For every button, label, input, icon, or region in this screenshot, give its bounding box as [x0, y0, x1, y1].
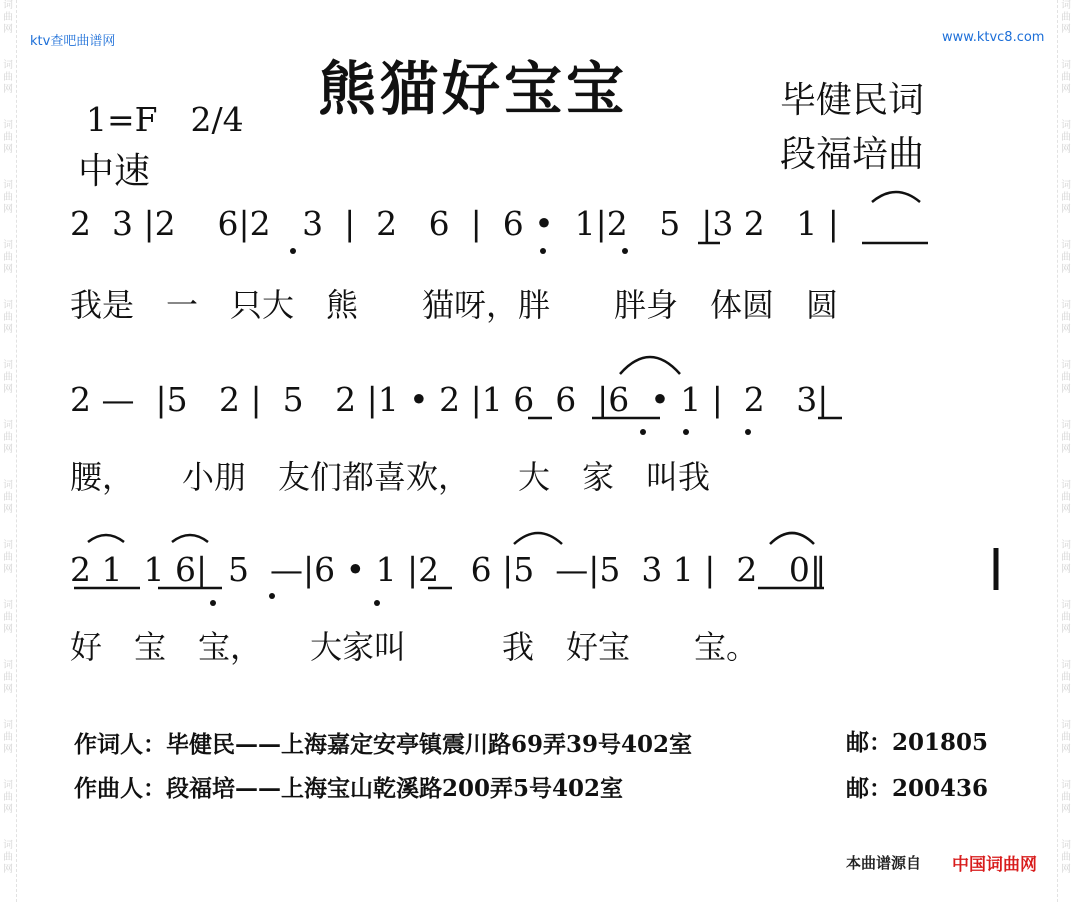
watermark-glyph-group: [3, 780, 13, 816]
watermark-glyph: 词: [1061, 360, 1071, 371]
watermark-glyph-group: [3, 0, 13, 36]
watermark-glyph: 曲: [1061, 192, 1071, 203]
watermark-glyph: 词: [1061, 540, 1071, 551]
watermark-glyph: 曲: [1061, 612, 1071, 623]
watermark-glyph: 词: [3, 480, 13, 491]
watermark-glyph: 网: [1061, 444, 1071, 455]
watermark-glyph: 曲: [1061, 72, 1071, 83]
watermark-glyph: 曲: [3, 12, 13, 23]
watermark-glyph-group: [1061, 840, 1071, 876]
watermark-glyph: 网: [3, 264, 13, 275]
watermark-glyph-group: [3, 120, 13, 156]
slur-mark: [620, 357, 680, 374]
watermark-glyph: 网: [3, 804, 13, 815]
watermark-glyph-group: [3, 480, 13, 516]
score-line-2-notes: 2 — |5 2 | 5 2 |1 • 2 |1 6 6 |6 • 1 | 2 3|: [70, 380, 829, 419]
watermark-glyph: 词: [3, 240, 13, 251]
watermark-glyph-group: [1061, 780, 1071, 816]
lyricist-contact: 作词人：毕健民——上海嘉定安亭镇震川路69弄39号402室: [74, 731, 693, 758]
watermark-glyph: 曲: [3, 432, 13, 443]
watermark-glyph: 网: [3, 324, 13, 335]
slur-mark: [514, 533, 562, 544]
watermark-glyph: 网: [1061, 564, 1071, 575]
watermark-glyph: 曲: [3, 672, 13, 683]
watermark-glyph-group: [1061, 240, 1071, 276]
score-line-2-lyrics: 腰， 小朋 友们都喜欢， 大 家 叫我: [70, 458, 711, 496]
watermark-glyph: 词: [3, 660, 13, 671]
watermark-glyph-group: [3, 540, 13, 576]
lyricist-credit: 毕健民词: [780, 80, 925, 121]
octave-dot: [269, 593, 275, 599]
watermark-glyph-group: [3, 300, 13, 336]
key-signature: 1=F 2/4: [86, 100, 244, 139]
watermark-glyph: 词: [3, 840, 13, 851]
octave-dot: [745, 429, 751, 435]
watermark-glyph-group: [1061, 660, 1071, 696]
octave-dot: [540, 248, 546, 254]
watermark-glyph: 曲: [1061, 492, 1071, 503]
watermark-glyph: 曲: [1061, 552, 1071, 563]
site-watermark-left[interactable]: ktv查吧曲谱网: [30, 34, 116, 49]
octave-dot: [683, 429, 689, 435]
slur-mark: [88, 535, 124, 542]
watermark-glyph: 词: [1061, 600, 1071, 611]
watermark-glyph: 词: [3, 540, 13, 551]
watermark-glyph: 网: [3, 624, 13, 635]
watermark-glyph: 网: [1061, 24, 1071, 35]
watermark-glyph: 网: [3, 744, 13, 755]
watermark-glyph: 网: [1061, 144, 1071, 155]
watermark-glyph: 曲: [3, 852, 13, 863]
watermark-glyph: 词: [3, 720, 13, 731]
song-title: 熊猫好宝宝: [318, 55, 629, 123]
watermark-glyph: 曲: [3, 492, 13, 503]
watermark-glyph-group: [1061, 360, 1071, 396]
score-line-1-lyrics: 我是 一 只大 熊 猫呀，胖 胖身 体圆 圆: [70, 286, 839, 324]
watermark-glyph: 曲: [3, 252, 13, 263]
watermark-glyph: 词: [3, 60, 13, 71]
watermark-glyph: 词: [3, 780, 13, 791]
watermark-glyph: 词: [1061, 240, 1071, 251]
slur-mark: [770, 533, 814, 544]
watermark-glyph: 曲: [1061, 432, 1071, 443]
watermark-glyph: 网: [1061, 324, 1071, 335]
watermark-glyph: 曲: [1061, 252, 1071, 263]
composer-contact: 作曲人：段福培——上海宝山乾溪路200弄5号402室: [74, 775, 624, 802]
watermark-glyph-group: [3, 180, 13, 216]
watermark-glyph: 网: [1061, 84, 1071, 95]
watermark-glyph-group: [3, 360, 13, 396]
watermark-glyph: 词: [1061, 720, 1071, 731]
watermark-glyph-group: [1061, 120, 1071, 156]
watermark-glyph: 曲: [3, 732, 13, 743]
slur-mark: [872, 192, 920, 202]
watermark-glyph-group: [3, 420, 13, 456]
watermark-glyph-group: [3, 660, 13, 696]
octave-dot: [374, 600, 380, 606]
watermark-glyph: 词: [1061, 180, 1071, 191]
watermark-glyph: 词: [1061, 840, 1071, 851]
tempo-marking: 中速: [78, 151, 151, 192]
watermark-glyph: 词: [3, 360, 13, 371]
watermark-glyph-group: [1061, 0, 1071, 36]
watermark-glyph-group: [1061, 480, 1071, 516]
watermark-glyph-group: [1061, 300, 1071, 336]
watermark-glyph: 词: [3, 300, 13, 311]
source-site-link[interactable]: 中国词曲网: [952, 855, 1037, 875]
watermark-glyph: 曲: [1061, 792, 1071, 803]
watermark-glyph: 网: [3, 384, 13, 395]
watermark-glyph-group: [1061, 60, 1071, 96]
watermark-glyph: 曲: [1061, 372, 1071, 383]
left-watermark-column: [0, 0, 17, 902]
watermark-glyph: 曲: [3, 132, 13, 143]
watermark-glyph: 网: [1061, 264, 1071, 275]
watermark-glyph: 曲: [3, 312, 13, 323]
watermark-glyph: 曲: [1061, 312, 1071, 323]
watermark-glyph: 网: [3, 204, 13, 215]
watermark-glyph: 网: [1061, 864, 1071, 875]
watermark-glyph-group: [3, 600, 13, 636]
watermark-glyph-group: [3, 240, 13, 276]
octave-dot: [210, 600, 216, 606]
watermark-glyph-group: [1061, 720, 1071, 756]
watermark-glyph: 词: [3, 420, 13, 431]
watermark-glyph: 网: [3, 84, 13, 95]
watermark-glyph: 曲: [3, 372, 13, 383]
watermark-glyph: 词: [1061, 120, 1071, 131]
score-line-3-lyrics: 好 宝 宝， 大家叫 我 好宝 宝。: [70, 628, 759, 666]
score-line-1-notes: 2 3 |2 6|2 3 | 2 6 | 6 • 1|2 5 |3 2 1 |: [70, 204, 839, 243]
watermark-glyph: 词: [1061, 480, 1071, 491]
watermark-glyph: 词: [3, 600, 13, 611]
watermark-glyph: 网: [1061, 384, 1071, 395]
watermark-glyph-group: [1061, 600, 1071, 636]
watermark-glyph: 曲: [3, 792, 13, 803]
watermark-glyph: 曲: [1061, 12, 1071, 23]
watermark-glyph: 词: [3, 120, 13, 131]
lyricist-zip: 邮：201805: [846, 729, 989, 756]
composer-credit: 段福培曲: [780, 134, 925, 175]
watermark-glyph: 词: [1061, 60, 1071, 71]
right-watermark-column: [1057, 0, 1074, 902]
watermark-glyph: 曲: [1061, 672, 1071, 683]
watermark-glyph: 词: [1061, 0, 1071, 11]
slur-mark: [172, 535, 208, 542]
watermark-glyph: 网: [1061, 204, 1071, 215]
watermark-glyph: 词: [1061, 660, 1071, 671]
watermark-glyph: 词: [1061, 780, 1071, 791]
watermark-glyph: 曲: [3, 72, 13, 83]
watermark-glyph-group: [3, 840, 13, 876]
watermark-glyph: 网: [1061, 744, 1071, 755]
watermark-glyph-group: [1061, 420, 1071, 456]
watermark-glyph: 曲: [3, 612, 13, 623]
watermark-glyph: 曲: [1061, 852, 1071, 863]
watermark-glyph-group: [3, 720, 13, 756]
octave-dot: [622, 248, 628, 254]
score-line-3-notes: 2 1 1 6| 5 —|6 • 1 |2 6 |5 —|5 3 1 | 2 0‖: [70, 550, 827, 589]
octave-dot: [640, 429, 646, 435]
watermark-glyph: 词: [3, 180, 13, 191]
watermark-glyph: 曲: [1061, 132, 1071, 143]
watermark-glyph: 词: [3, 0, 13, 11]
watermark-glyph-group: [3, 60, 13, 96]
watermark-glyph: 网: [1061, 624, 1071, 635]
watermark-glyph: 网: [1061, 804, 1071, 815]
octave-dot: [290, 248, 296, 254]
site-watermark-right[interactable]: www.ktvc8.com: [942, 30, 1045, 45]
watermark-glyph: 网: [3, 864, 13, 875]
composer-zip: 邮：200436: [846, 775, 989, 802]
watermark-glyph: 词: [1061, 300, 1071, 311]
watermark-glyph: 曲: [3, 552, 13, 563]
watermark-glyph: 网: [1061, 504, 1071, 515]
watermark-glyph: 网: [3, 564, 13, 575]
watermark-glyph: 网: [3, 444, 13, 455]
watermark-glyph: 网: [3, 144, 13, 155]
watermark-glyph: 曲: [3, 192, 13, 203]
watermark-glyph: 网: [3, 24, 13, 35]
watermark-glyph-group: [1061, 540, 1071, 576]
watermark-glyph: 曲: [1061, 732, 1071, 743]
watermark-glyph: 词: [1061, 420, 1071, 431]
source-label: 本曲谱源自: [846, 854, 922, 872]
watermark-glyph: 网: [1061, 684, 1071, 695]
watermark-glyph: 网: [3, 504, 13, 515]
watermark-glyph-group: [1061, 180, 1071, 216]
watermark-glyph: 网: [3, 684, 13, 695]
